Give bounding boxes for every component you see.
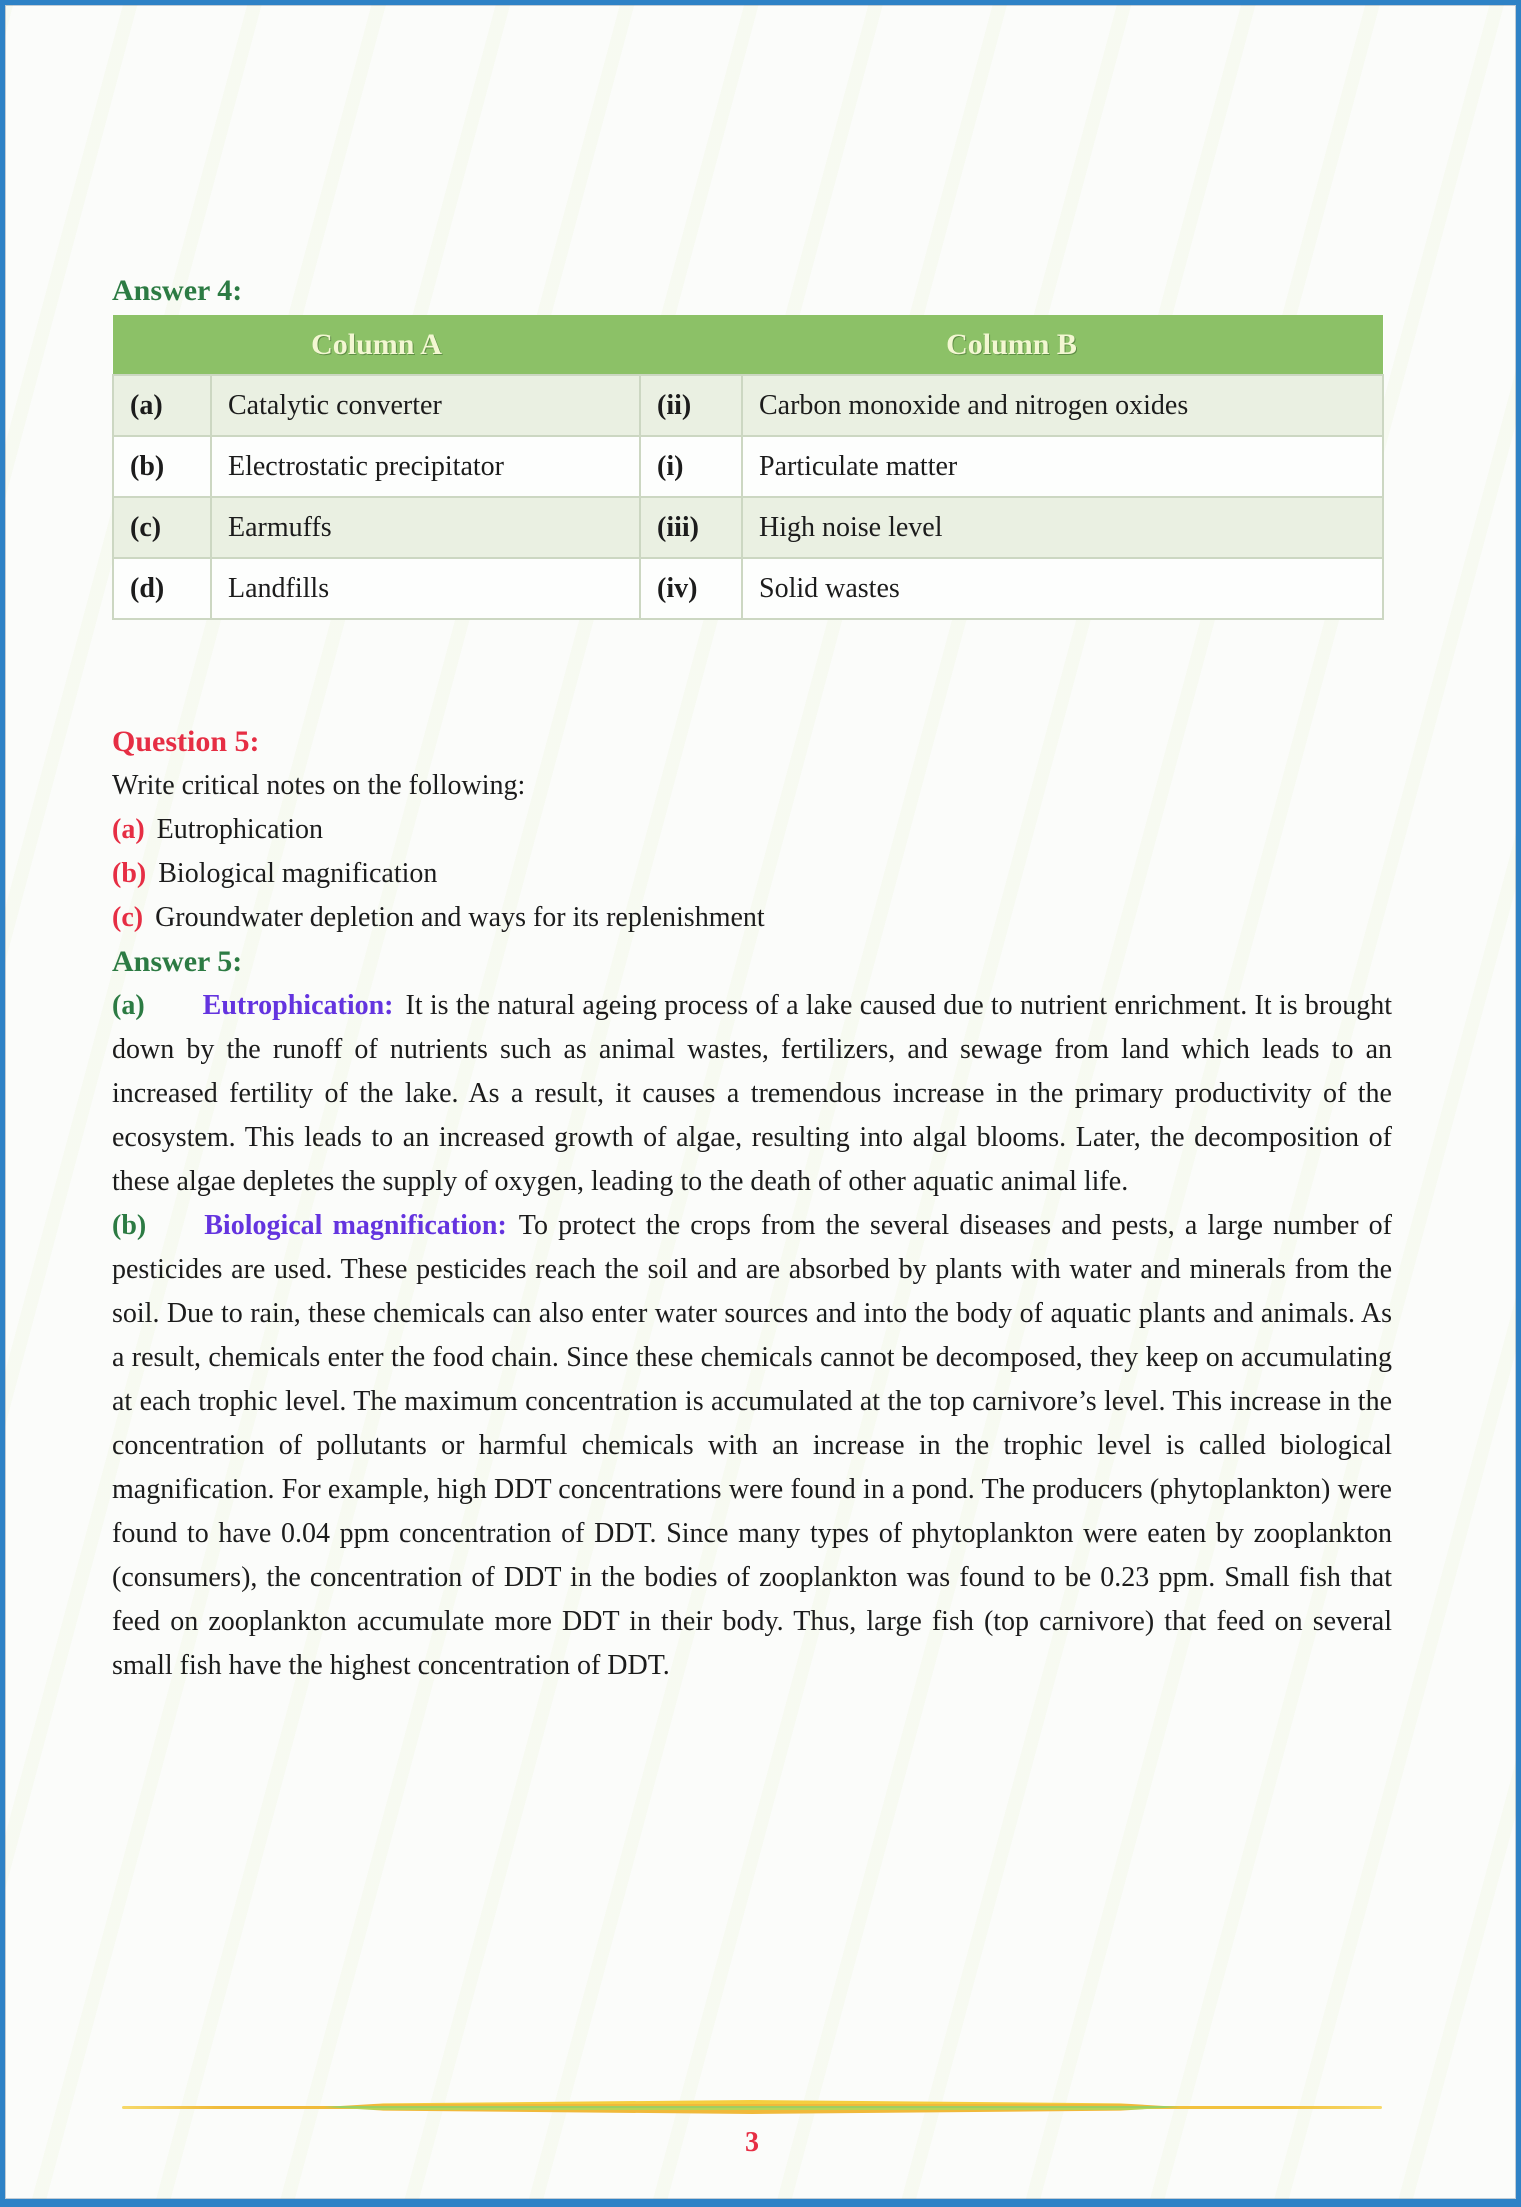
column-b-item-cell: Solid wastes: [742, 558, 1383, 619]
column-b-item-cell: Particulate matter: [742, 436, 1383, 497]
answer4-heading: Answer 4:: [112, 274, 243, 307]
question5-list: [112, 808, 1392, 940]
column-a-item-cell: Catalytic converter: [211, 375, 640, 436]
row-label-cell: (a): [113, 375, 211, 436]
question5-intro: Write critical notes on the following:: [112, 770, 526, 801]
match-columns-table: [112, 315, 1384, 620]
page-content: [112, 0, 1392, 1688]
question5-list-item: [112, 896, 1392, 940]
column-b-header: Column B: [640, 315, 1383, 375]
table-row: [113, 375, 1383, 436]
list-item-label: (b): [112, 858, 147, 889]
table-body: [113, 375, 1383, 619]
answer-part-label: (b): [112, 1210, 147, 1241]
column-b-item-cell: Carbon monoxide and nitrogen oxides: [742, 375, 1383, 436]
question5-heading: Question 5:: [112, 725, 260, 758]
list-item-label: (c): [112, 902, 144, 933]
answer-part-body: It is the natural ageing process of a lake caused due to nutrient enrichment. It is brought down by the runoff of nutrients such as animal wastes, fertilizers, and sewage from land which leads to an increased fertility of the lake. As a result, it causes a tremendous increase in the primary productivity of the ecosystem. This leads to an increased growth of algae, resulting into algal blooms. Later, the decomposition of these algae depletes the supply of oxygen, leading to the death of other aquatic animal life.: [112, 990, 1392, 1197]
column-a-item-cell: Landfills: [211, 558, 640, 619]
table-row: [113, 558, 1383, 619]
answer-part-term: Eutrophication:: [202, 990, 394, 1021]
divider-lens: [324, 2100, 1181, 2114]
question5-list-item: [112, 808, 1392, 852]
row-match-cell: (iv): [640, 558, 742, 619]
row-match-cell: (iii): [640, 497, 742, 558]
row-match-cell: (i): [640, 436, 742, 497]
row-label-cell: (c): [113, 497, 211, 558]
answer-part-body: To protect the crops from the several diseases and pests, a large number of pesticides are used. These pesticides reach the soil and are absorbed by plants with water and minerals from the soil. Due to rain, these chemicals can also enter water sources and into the body of aquatic plants and animals. As a result, chemicals enter the food chain. Since these chemicals cannot be decomposed, they keep on accumulating at each trophic level. The maximum concentration is accumulated at the top carnivore’s level. This increase in the concentration of pollutants or harmful chemicals with an increase in the trophic level is called biological magnification. For example, high DDT concentrations were found in a pond. The producers (phytoplankton) were found to have 0.04 ppm concentration of DDT. Since many types of phytoplankton were eaten by zooplankton (consumers), the concentration of DDT in the bodies of zooplankton was found to be 0.23 ppm. Small fish that feed on zooplankton accumulate more DDT in their body. Thus, large fish (top carnivore) that feed on several small fish have the highest concentration of DDT.: [112, 1210, 1392, 1681]
list-item-text: Groundwater depletion and ways for its replenishment: [155, 902, 765, 933]
column-b-item-cell: High noise level: [742, 497, 1383, 558]
page-number: 3: [745, 2127, 759, 2158]
answer5-parts: [112, 984, 1392, 1688]
answer-part-term: Biological magnification:: [204, 1210, 507, 1241]
column-a-item-cell: Earmuffs: [211, 497, 640, 558]
answer-part-label: (a): [112, 990, 145, 1021]
question5-list-item: [112, 852, 1392, 896]
row-match-cell: (ii): [640, 375, 742, 436]
answer5-paragraph: [112, 984, 1392, 1204]
answer5-paragraph: [112, 1204, 1392, 1688]
page-footer: [112, 2100, 1392, 2165]
table-header-row: [113, 315, 1383, 375]
table-row: [113, 436, 1383, 497]
list-item-text: Biological magnification: [158, 858, 438, 889]
list-item-label: (a): [112, 814, 145, 845]
footer-divider: [122, 2100, 1382, 2114]
column-a-item-cell: Electrostatic precipitator: [211, 436, 640, 497]
answer5-heading: Answer 5:: [112, 945, 243, 978]
row-label-cell: (b): [113, 436, 211, 497]
column-a-header: Column A: [113, 315, 640, 375]
table-row: [113, 497, 1383, 558]
list-item-text: Eutrophication: [156, 814, 324, 845]
row-label-cell: (d): [113, 558, 211, 619]
